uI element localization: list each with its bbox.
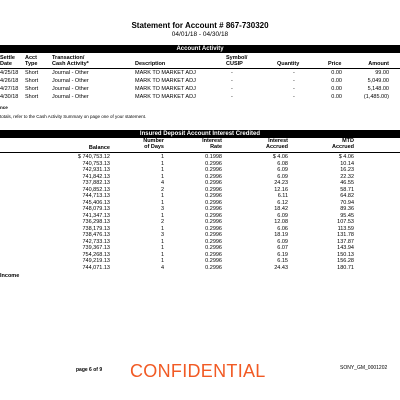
activity-cell-date: 4/26/18 (0, 78, 19, 84)
activity-cell-desc: MARK TO MARKET ADJ (135, 70, 196, 76)
interest-cell-mtd: 64.82 (340, 193, 354, 199)
interest-cell-mtd: 10.14 (340, 160, 354, 167)
interest-cell-rate: 0.1998 (205, 154, 222, 160)
interest-cell-balance: 739,367.13 (82, 245, 110, 251)
col-balance: Balance (88, 145, 110, 151)
interest-cell-rate: 0.2996 (205, 212, 222, 219)
col-mtd-line2: Accrued (331, 144, 354, 150)
col-settle-date (0, 55, 15, 67)
interest-cell-rate: 0.2996 (205, 206, 222, 212)
col-days (143, 138, 164, 150)
interest-cell-days: 1 (160, 160, 164, 167)
interest-cell-mtd: 58.71 (340, 186, 354, 193)
activity-cell-desc: MARK TO MARKET ADJ (135, 94, 196, 100)
interest-cell-balance: 744,071.13 (82, 264, 110, 271)
interest-cell-days: 1 (160, 258, 164, 264)
statement-date-range: 04/01/18 - 04/30/18 (171, 31, 229, 38)
interest-cell-balance: 740,753.13 (82, 160, 110, 167)
interest-cell-days: 1 (160, 167, 164, 173)
activity-cell-txn: Journal - Other (52, 78, 89, 84)
interest-cell-rate: 0.2996 (205, 238, 222, 245)
interest-cell-days: 4 (160, 180, 164, 186)
activity-cell-txn: Journal - Other (52, 86, 89, 92)
col-accrued-line1: Interest (268, 138, 288, 144)
activity-cell-txn: Journal - Other (52, 70, 89, 76)
col-price: Price (328, 61, 342, 67)
col-days-line2: of Days (144, 144, 164, 150)
interest-cell-days: 2 (160, 186, 164, 193)
interest-cell-days: 1 (160, 251, 164, 258)
interest-cell-mtd: 107.53 (337, 219, 354, 225)
interest-cell-accrued: 6.19 (277, 251, 288, 258)
activity-cell-amount: 5,148.00 (367, 86, 389, 92)
interest-cell-rate: 0.2996 (205, 251, 222, 258)
col-rate (202, 138, 222, 150)
interest-cell-days: 1 (160, 193, 164, 199)
activity-cell-type: Short (25, 86, 39, 92)
col-transaction (52, 55, 89, 67)
activity-cell-qty: - (293, 70, 295, 76)
interest-cell-rate: 0.2996 (205, 258, 222, 264)
interest-header-rule (0, 152, 400, 153)
activity-cell-price: 0.00 (331, 78, 342, 84)
activity-cell-price: 0.00 (331, 86, 342, 92)
activity-cell-price: 0.00 (331, 70, 342, 76)
interest-cell-days: 1 (160, 154, 164, 160)
interest-cell-mtd: 22.32 (340, 173, 354, 180)
interest-cell-days: 1 (160, 199, 164, 206)
col-acct-type (25, 55, 37, 67)
interest-cell-balance: 737,882.13 (82, 180, 110, 186)
interest-cell-balance: 738,179.13 (82, 225, 110, 232)
interest-cell-accrued: 6.15 (277, 258, 288, 264)
interest-cell-accrued: 18.19 (274, 232, 288, 238)
interest-cell-balance: 745,406.13 (82, 199, 110, 206)
interest-cell-accrued: 24.23 (274, 180, 288, 186)
interest-cell-balance: 742,733.13 (82, 238, 110, 245)
activity-cell-date: 4/27/18 (0, 86, 19, 92)
interest-cell-mtd: 156.28 (337, 258, 354, 264)
activity-cell-amount: 99.00 (375, 70, 389, 76)
interest-cell-accrued: 6.09 (277, 212, 288, 219)
activity-cell-type: Short (25, 70, 39, 76)
interest-cell-balance: 741,347.13 (82, 212, 110, 219)
page-number: page 6 of 9 (76, 367, 103, 373)
col-mtd-line1: MTD (342, 138, 354, 144)
activity-cell-desc: MARK TO MARKET ADJ (135, 86, 196, 92)
interest-cell-balance: 738,476.13 (82, 232, 110, 238)
interest-cell-accrued: 12.16 (274, 186, 288, 193)
interest-cell-days: 2 (160, 219, 164, 225)
activity-cell-type: Short (25, 94, 39, 100)
col-description: Description (135, 61, 166, 67)
interest-cell-balance: $ 740,753.12 (77, 154, 110, 160)
col-days-line1: Number (143, 138, 164, 144)
interest-cell-rate: 0.2996 (205, 219, 222, 225)
interest-cell-accrued: 6.06 (277, 225, 288, 232)
interest-cell-accrued: 6.07 (277, 245, 288, 251)
col-settle-date-line1: Settle (0, 55, 15, 61)
account-activity-bar: Account Activity (0, 45, 400, 53)
interest-cell-accrued: 6.08 (277, 160, 288, 167)
activity-cell-type: Short (25, 78, 39, 84)
interest-cell-rate: 0.2996 (205, 167, 222, 173)
interest-cell-rate: 0.2996 (205, 232, 222, 238)
col-symbol-line1: Symbol/ (226, 55, 248, 61)
bates-number: SONY_GM_0001202 (340, 365, 388, 371)
interest-cell-days: 1 (160, 212, 164, 219)
col-acct-type-line1: Acct (25, 55, 37, 61)
col-amount: Amount (368, 61, 389, 67)
interest-cell-accrued: 24.43 (274, 264, 288, 271)
col-transaction-line2: Cash Activity* (52, 61, 89, 67)
interest-cell-balance: 749,219.13 (82, 258, 110, 264)
activity-section-label: nce (0, 105, 8, 110)
activity-cell-price: 0.00 (331, 94, 342, 100)
interest-cell-days: 3 (160, 206, 164, 212)
col-symbol (226, 55, 247, 67)
interest-cell-rate: 0.2996 (205, 193, 222, 199)
interest-cell-mtd: 89.36 (340, 206, 354, 212)
interest-cell-balance: 748,079.13 (82, 206, 110, 212)
interest-cell-days: 1 (160, 238, 164, 245)
col-settle-date-line2: Date (0, 61, 12, 67)
activity-cell-desc: MARK TO MARKET ADJ (135, 78, 196, 84)
col-rate-line1: Interest (202, 138, 222, 144)
interest-cell-mtd: 180.71 (337, 264, 354, 271)
col-mtd (332, 138, 354, 150)
activity-cell-symbol: - (231, 78, 233, 84)
interest-cell-rate: 0.2996 (205, 160, 222, 167)
col-symbol-line2: CUSIP (226, 61, 243, 67)
interest-cell-rate: 0.2996 (205, 225, 222, 232)
interest-cell-days: 1 (160, 225, 164, 232)
interest-cell-accrued: 6.11 (277, 193, 288, 199)
interest-cell-rate: 0.2996 (205, 186, 222, 193)
activity-cell-symbol: - (231, 94, 233, 100)
interest-cell-mtd: 143.94 (337, 245, 354, 251)
interest-cell-rate: 0.2996 (205, 264, 222, 271)
interest-cell-balance: 742,931.13 (82, 167, 110, 173)
interest-cell-balance: 754,268.13 (82, 251, 110, 258)
interest-cell-accrued: 6.09 (277, 167, 288, 173)
activity-header-rule (0, 68, 400, 69)
interest-cell-accrued: 6.09 (277, 173, 288, 180)
activity-cell-qty: - (293, 78, 295, 84)
interest-cell-mtd: $ 4.06 (338, 154, 354, 160)
income-section-label: Income (0, 273, 20, 279)
interest-cell-mtd: 131.78 (337, 232, 354, 238)
interest-cell-mtd: 113.59 (337, 225, 354, 232)
interest-cell-mtd: 95.45 (340, 212, 354, 219)
activity-cell-txn: Journal - Other (52, 94, 89, 100)
activity-cell-date: 4/25/18 (0, 70, 19, 76)
activity-cell-symbol: - (231, 86, 233, 92)
interest-cell-rate: 0.2996 (205, 180, 222, 186)
interest-cell-balance: 741,842.13 (82, 173, 110, 180)
activity-cell-amount: 5,049.00 (367, 78, 389, 84)
interest-cell-mtd: 150.13 (337, 251, 354, 258)
col-accrued (266, 138, 288, 150)
interest-cell-rate: 0.2996 (205, 199, 222, 206)
interest-cell-balance: 744,713.13 (82, 193, 110, 199)
interest-cell-rate: 0.2996 (205, 173, 222, 180)
interest-cell-accrued: 6.12 (277, 199, 288, 206)
col-quantity: Quantity (277, 61, 300, 67)
activity-footnote: totals, refer to the Cash Activity Summary on page one of your statement. (0, 114, 147, 119)
confidential-stamp: CONFIDENTIAL (130, 361, 266, 381)
statement-title: Statement for Account # 867-730320 (131, 21, 269, 30)
interest-cell-accrued: 12.08 (274, 219, 288, 225)
col-acct-type-line2: Type (25, 61, 38, 67)
activity-cell-symbol: - (231, 70, 233, 76)
activity-cell-amount: (1,485.00) (363, 94, 389, 100)
activity-cell-qty: - (293, 94, 295, 100)
interest-cell-accrued: 18.42 (274, 206, 288, 212)
col-transaction-line1: Transaction/ (52, 55, 85, 61)
interest-cell-mtd: 46.55 (340, 180, 354, 186)
activity-cell-qty: - (293, 86, 295, 92)
interest-cell-rate: 0.2996 (205, 245, 222, 251)
interest-bar: Insured Deposit Account Interest Credited (0, 130, 400, 138)
activity-cell-date: 4/30/18 (0, 94, 19, 100)
interest-cell-balance: 740,852.13 (82, 186, 110, 193)
interest-cell-days: 4 (160, 264, 164, 271)
interest-cell-mtd: 70.94 (340, 199, 354, 206)
interest-cell-days: 1 (160, 245, 164, 251)
interest-cell-days: 3 (160, 232, 164, 238)
interest-cell-mtd: 137.87 (337, 238, 354, 245)
interest-cell-days: 1 (160, 173, 164, 180)
col-accrued-line2: Accrued (265, 144, 288, 150)
interest-cell-balance: 736,298.13 (82, 219, 110, 225)
col-rate-line2: Rate (210, 144, 222, 150)
interest-cell-mtd: 16.23 (340, 167, 354, 173)
interest-cell-accrued: 6.09 (277, 238, 288, 245)
interest-cell-accrued: $ 4.06 (272, 154, 288, 160)
